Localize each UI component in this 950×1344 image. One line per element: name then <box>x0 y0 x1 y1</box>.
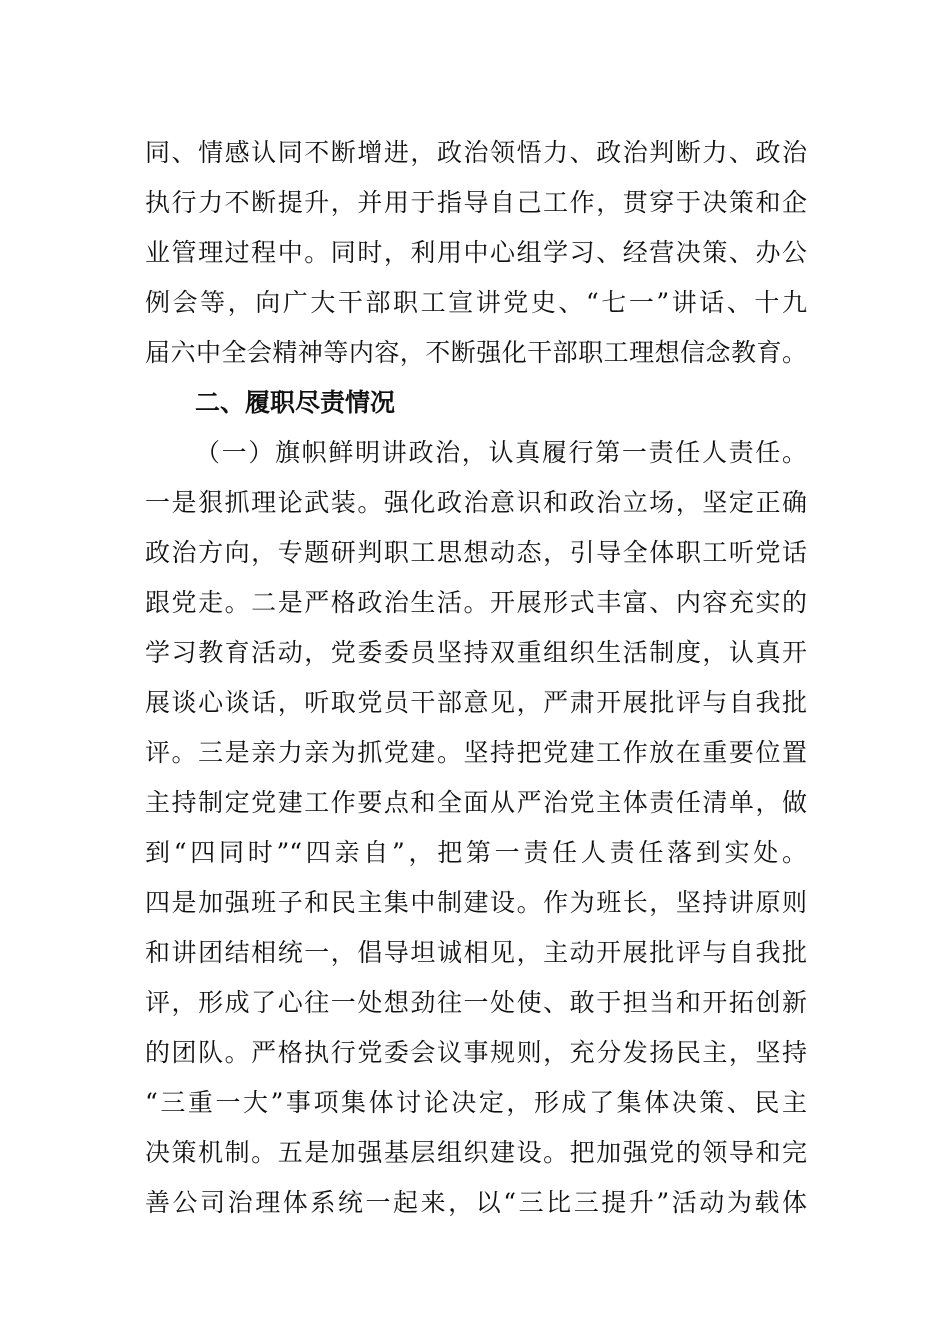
paragraph-line: 主持制定党建工作要点和全面从严治党主体责任清单，做 <box>145 788 807 817</box>
document-body <box>145 128 807 1228</box>
subsection-heading: （一）旗帜鲜明讲政治，认真履行第一责任人责任。 <box>195 438 807 467</box>
paragraph-line: 届六中全会精神等内容，不断强化干部职工理想信念教育。 <box>145 338 807 367</box>
paragraph-line: 展谈心谈话，听取党员干部意见，严肃开展批评与自我批 <box>145 688 807 717</box>
paragraph-line: 业管理过程中。同时，利用中心组学习、经营决策、办公 <box>145 238 807 267</box>
paragraph-line: 评，形成了心往一处想劲往一处使、敢于担当和开拓创新 <box>145 988 807 1017</box>
paragraph-line: 和讲团结相统一，倡导坦诚相见，主动开展批评与自我批 <box>145 938 807 967</box>
paragraph-line: 四是加强班子和民主集中制建设。作为班长，坚持讲原则 <box>145 888 807 917</box>
paragraph-line: 的团队。严格执行党委会议事规则，充分发扬民主，坚持 <box>145 1038 807 1067</box>
paragraph-line: 决策机制。五是加强基层组织建设。把加强党的领导和完 <box>145 1138 807 1167</box>
paragraph-line: 执行力不断提升，并用于指导自己工作，贯穿于决策和企 <box>145 188 807 217</box>
paragraph-line: 到“四同时”“四亲自”，把第一责任人责任落到实处。 <box>145 838 807 867</box>
paragraph-line: 善公司治理体系统一起来，以“三比三提升”活动为载体 <box>145 1188 807 1217</box>
paragraph-line: 政治方向，专题研判职工思想动态，引导全体职工听党话 <box>145 538 807 567</box>
paragraph-line: “三重一大”事项集体讨论决定，形成了集体决策、民主 <box>145 1088 807 1117</box>
section-heading: 二、履职尽责情况 <box>195 388 396 417</box>
paragraph-line: 例会等，向广大干部职工宣讲党史、“七一”讲话、十九 <box>145 288 807 317</box>
paragraph-line: 一是狠抓理论武装。强化政治意识和政治立场，坚定正确 <box>145 488 807 517</box>
paragraph-line: 评。三是亲力亲为抓党建。坚持把党建工作放在重要位置 <box>145 738 807 767</box>
paragraph-line: 学习教育活动，党委委员坚持双重组织生活制度，认真开 <box>145 638 807 667</box>
paragraph-line: 同、情感认同不断增进，政治领悟力、政治判断力、政治 <box>145 138 807 167</box>
paragraph-line: 跟党走。二是严格政治生活。开展形式丰富、内容充实的 <box>145 588 807 617</box>
